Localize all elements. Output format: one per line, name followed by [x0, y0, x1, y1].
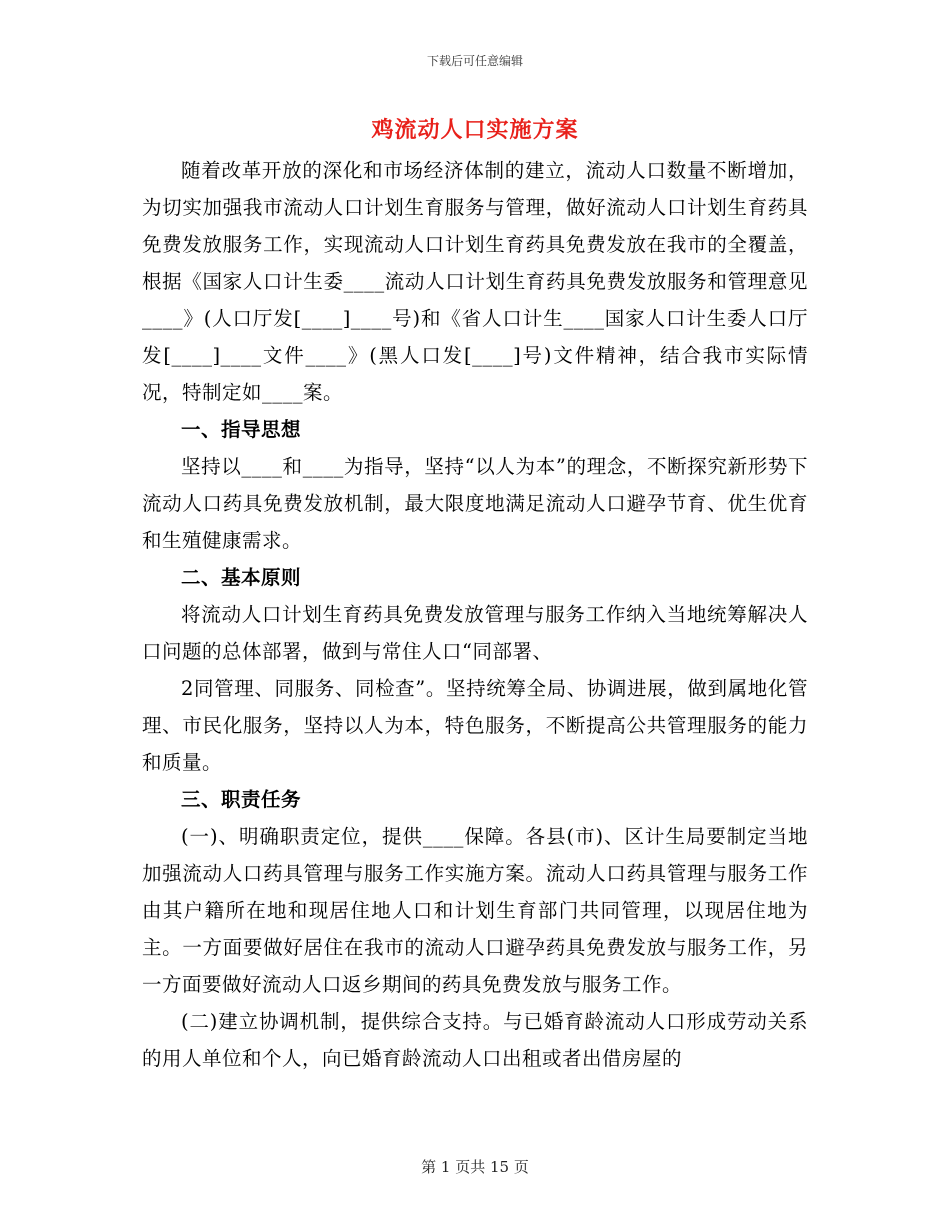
intro-paragraph: 随着改革开放的深化和市场经济体制的建立，流动人口数量不断增加，为切实加强我市流动人口计划生育服务与管理，做好流动人口计划生育药具免费发放服务工作，实现流动人口计划生育药具免费发放在我市的全覆盖，根据《国家人口计生委____流动人口计划生育药具免费发放服务和管理意见____》(人口厅发[____]____号)和《省人口计生____国家人口计生委人口厅发[____]____文件____》(黑人口发[____]号)文件精神，结合我市实际情况，特制定如____案。 [142, 159, 808, 404]
section-heading-guiding-ideology: 一、指导思想 [181, 418, 302, 441]
section-heading-basic-principles: 二、基本原则 [181, 566, 302, 589]
section-heading-duties-tasks: 三、职责任务 [181, 788, 302, 811]
section-paragraph: (一)、明确职责定位，提供____保障。各县(市)、区计生局要制定当地加强流动人口药具管理与服务工作实施方案。流动人口药具管理与服务工作由其户籍所在地和现居住地人口和计划生育部门共同管理，以现居住地为主。一方面要做好居住在我市的流动人口避孕药具免费发放与服务工作，另一方面要做好流动人口返乡期间的药具免费发放与服务工作。 [142, 825, 808, 996]
section-paragraph: 2同管理、同服务、同检查”。坚持统筹全局、协调进展，做到属地化管理、市民化服务，坚持以人为本，特色服务，不断提高公共管理服务的能力和质量。 [142, 677, 808, 774]
page-header-note: 下载后可任意编辑 [426, 54, 523, 68]
section-paragraph: 将流动人口计划生育药具免费发放管理与服务工作纳入当地统筹解决人口问题的总体部署，做到与常住人口“同部署、 [142, 603, 808, 663]
page-number: 第 1 页共 15 页 [421, 1158, 529, 1176]
document-body [142, 152, 808, 1077]
section-paragraph: 坚持以____和____为指导，坚持“以人为本”的理念，不断探究新形势下流动人口药具免费发放机制，最大限度地满足流动人口避孕节育、优生优育和生殖健康需求。 [142, 455, 808, 552]
document-title: 鸡流动人口实施方案 [371, 118, 579, 143]
section-paragraph: (二)建立协调机制，提供综合支持。与已婚育龄流动人口形成劳动关系的用人单位和个人，向已婚育龄流动人口出租或者出借房屋的 [142, 1010, 808, 1070]
